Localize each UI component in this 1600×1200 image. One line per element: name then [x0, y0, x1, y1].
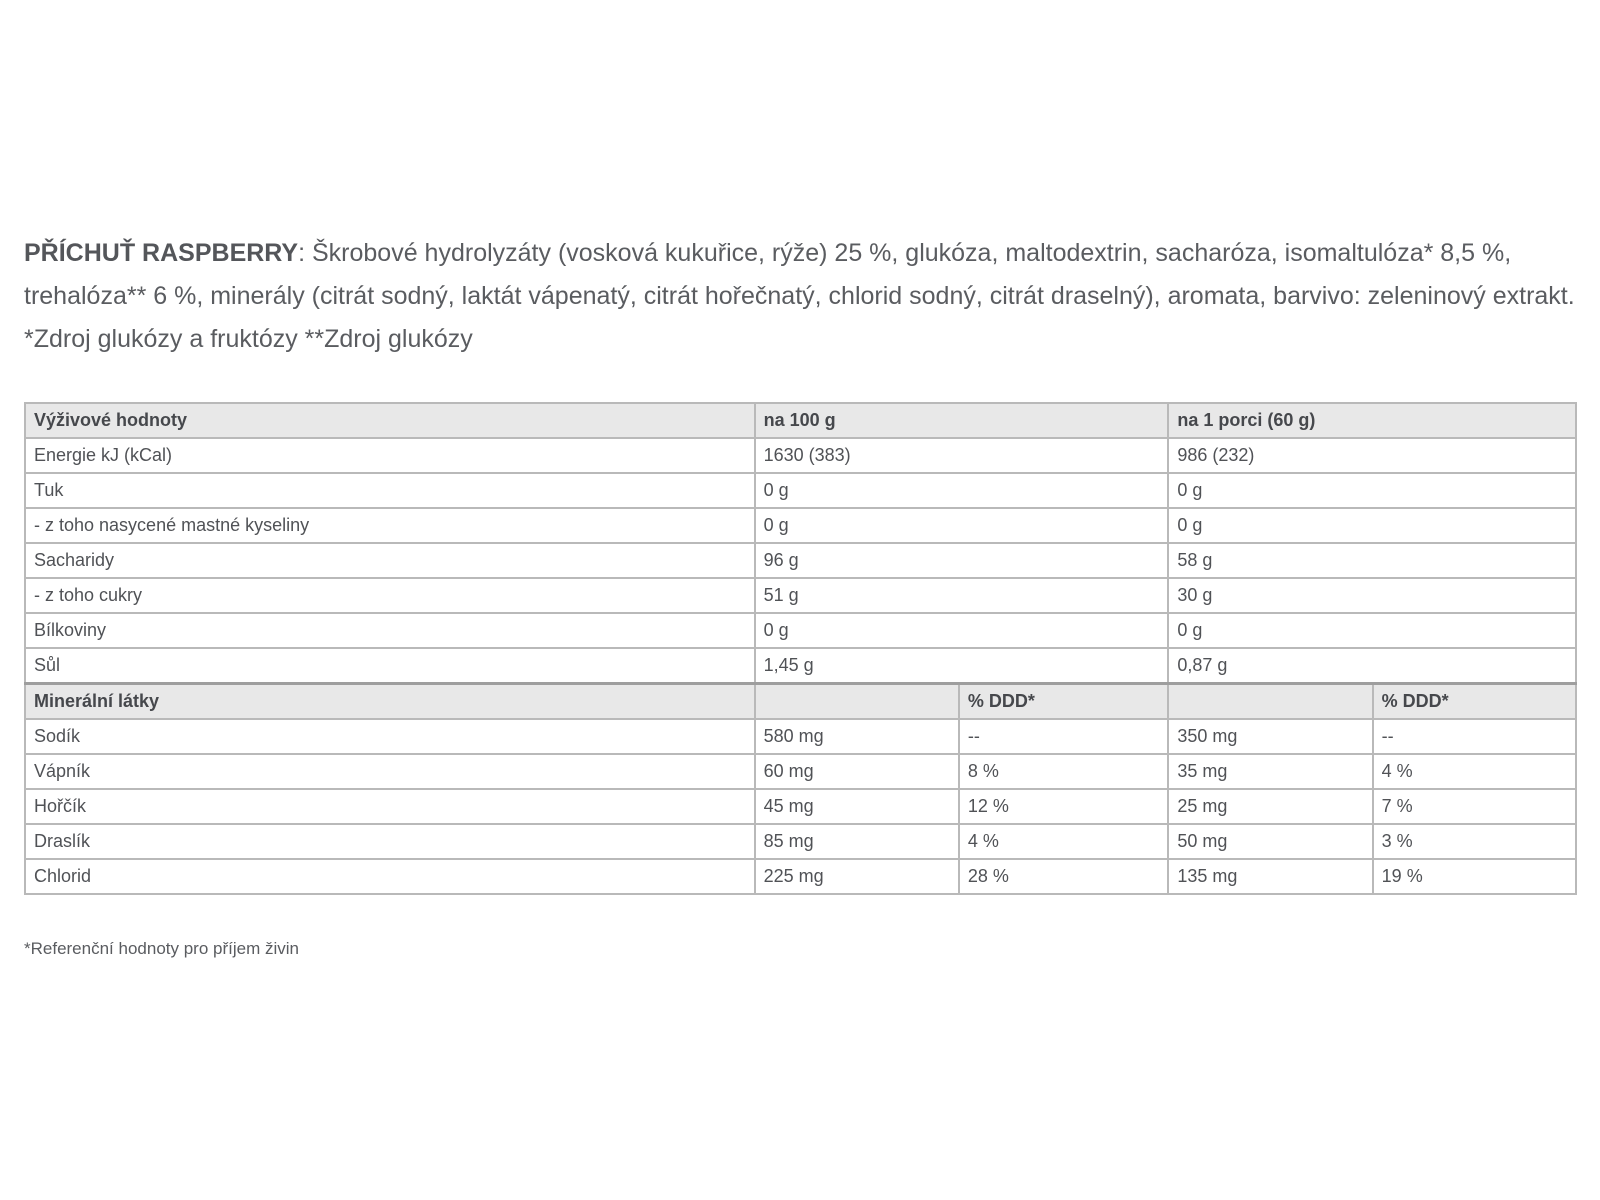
amount-per-portion: 350 mg	[1168, 719, 1372, 754]
header-cell-ddd-100g: % DDD*	[959, 684, 1168, 720]
amount-per-portion: 35 mg	[1168, 754, 1372, 789]
nutrient-name: Energie kJ (kCal)	[25, 438, 755, 473]
value-per-100g: 0 g	[755, 473, 1169, 508]
amount-per-100g: 45 mg	[755, 789, 959, 824]
nutrient-name: Sůl	[25, 648, 755, 684]
header-cell-per-portion: na 1 porci (60 g)	[1168, 403, 1576, 438]
mineral-name: Chlorid	[25, 859, 755, 894]
ddd-per-portion: 19 %	[1373, 859, 1576, 894]
table-row	[25, 438, 1576, 473]
footnote: *Referenční hodnoty pro příjem živin	[24, 939, 299, 958]
nutrient-name: Bílkoviny	[25, 613, 755, 648]
ddd-per-portion: 7 %	[1373, 789, 1576, 824]
header-cell-ddd-portion: % DDD*	[1373, 684, 1576, 720]
value-per-portion: 0,87 g	[1168, 648, 1576, 684]
amount-per-portion: 135 mg	[1168, 859, 1372, 894]
table-row	[25, 578, 1576, 613]
table-row	[25, 473, 1576, 508]
nutrition-header-row	[25, 403, 1576, 438]
ddd-per-portion: 3 %	[1373, 824, 1576, 859]
header-cell-minerals: Minerální látky	[25, 684, 755, 720]
nutrient-name: - z toho cukry	[25, 578, 755, 613]
nutrition-table	[24, 402, 1577, 895]
value-per-portion: 0 g	[1168, 473, 1576, 508]
header-cell-per-portion-amount	[1168, 684, 1372, 720]
nutrient-name: Sacharidy	[25, 543, 755, 578]
table-row	[25, 508, 1576, 543]
value-per-100g: 0 g	[755, 508, 1169, 543]
value-per-portion: 58 g	[1168, 543, 1576, 578]
value-per-100g: 0 g	[755, 613, 1169, 648]
amount-per-100g: 225 mg	[755, 859, 959, 894]
amount-per-portion: 25 mg	[1168, 789, 1372, 824]
mineral-name: Hořčík	[25, 789, 755, 824]
value-per-100g: 96 g	[755, 543, 1169, 578]
table-row	[25, 754, 1576, 789]
ddd-per-100g: 8 %	[959, 754, 1168, 789]
ddd-per-portion: --	[1373, 719, 1576, 754]
ddd-per-100g: 28 %	[959, 859, 1168, 894]
amount-per-portion: 50 mg	[1168, 824, 1372, 859]
mineral-name: Sodík	[25, 719, 755, 754]
minerals-header-row	[25, 684, 1576, 720]
value-per-portion: 986 (232)	[1168, 438, 1576, 473]
amount-per-100g: 60 mg	[755, 754, 959, 789]
table-row	[25, 789, 1576, 824]
value-per-portion: 30 g	[1168, 578, 1576, 613]
nutrient-name: Tuk	[25, 473, 755, 508]
value-per-100g: 1630 (383)	[755, 438, 1169, 473]
ddd-per-100g: 12 %	[959, 789, 1168, 824]
header-cell-per-100g: na 100 g	[755, 403, 1169, 438]
value-per-100g: 1,45 g	[755, 648, 1169, 684]
table-row	[25, 613, 1576, 648]
table-row	[25, 543, 1576, 578]
ddd-per-100g: 4 %	[959, 824, 1168, 859]
nutrient-name: - z toho nasycené mastné kyseliny	[25, 508, 755, 543]
mineral-name: Vápník	[25, 754, 755, 789]
table-row	[25, 648, 1576, 684]
amount-per-100g: 580 mg	[755, 719, 959, 754]
value-per-100g: 51 g	[755, 578, 1169, 613]
header-cell-nutrient: Výživové hodnoty	[25, 403, 755, 438]
value-per-portion: 0 g	[1168, 508, 1576, 543]
table-row	[25, 859, 1576, 894]
mineral-name: Draslík	[25, 824, 755, 859]
value-per-portion: 0 g	[1168, 613, 1576, 648]
ddd-per-portion: 4 %	[1373, 754, 1576, 789]
flavor-label: PŘÍCHUŤ RASPBERRY	[24, 239, 299, 267]
table-row	[25, 824, 1576, 859]
ddd-per-100g: --	[959, 719, 1168, 754]
ingredients-text: : Škrobové hydrolyzáty (vosková kukuřice, rýže) 25 %, glukóza, maltodextrin, sacharóza, isomaltulóza* 8,5 %, trehalóza** 6 %, minerály (citrát sodný, laktát vápenatý, citrát hořečnatý, chlorid sodný, citrát draselný), aromata, barvivo: zeleninový extrakt. *Zdroj glukózy a fruktózy **Zdroj glukózy	[24, 239, 1575, 353]
ingredients-paragraph	[24, 232, 1584, 361]
table-row	[25, 719, 1576, 754]
amount-per-100g: 85 mg	[755, 824, 959, 859]
header-cell-per-100g-amount	[755, 684, 959, 720]
